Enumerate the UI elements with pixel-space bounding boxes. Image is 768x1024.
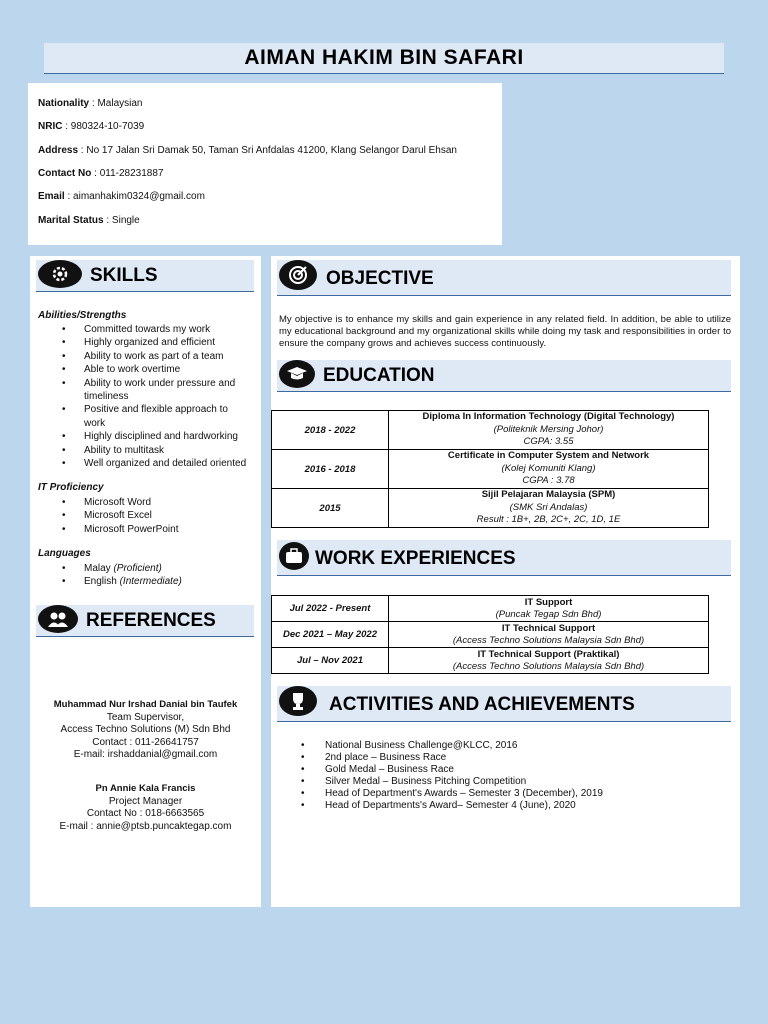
abilities-list (38, 323, 248, 470)
work-company: (Puncak Tegap Sdn Bhd) (495, 608, 602, 620)
work-row (272, 596, 709, 622)
activity-item: • National Business Challenge@KLCC, 2016 (271, 740, 731, 752)
work-title: IT Technical Support (501, 623, 596, 634)
ability-item: • Ability to work as part of a team (38, 350, 248, 363)
reference-line: E-mail: irshaddanial@gmail.com (73, 749, 218, 761)
activity-item: • Head of Department's Awards – Semester 3 (December), 2019 (271, 788, 731, 800)
work-heading: WORK EXPERIENCES (315, 548, 516, 569)
education-result: CGPA : 3.78 (522, 475, 575, 487)
education-place: (SMK Sri Andalas) (509, 501, 588, 513)
language-name: English (84, 576, 117, 588)
education-place: (Politeknik Mersing Johor) (493, 423, 604, 435)
objective-text: My objective is to enhance my skills and gain experience in any related field. In addition, be able to utilize my educational background and my organizational skills while doing my task and responsibilities in order to ensure the company grows and achieves success continuously. (279, 314, 731, 349)
skills-header (36, 260, 254, 292)
reference-line: E-mail : annie@ptsb.puncaktegap.com (59, 820, 232, 832)
objective-heading: OBJECTIVE (326, 268, 434, 289)
name-header (44, 43, 724, 74)
address-line: Address : No 17 Jalan Sri Damak 50, Taman Sri Anfdalas 41200, Klang Selangor Darul Ehsan (38, 145, 457, 156)
activity-item: • 2nd place – Business Race (271, 752, 731, 764)
reference-line: Team Supervisor, (106, 711, 185, 723)
work-period: Dec 2021 – May 2022 (272, 622, 389, 648)
work-details (389, 622, 709, 648)
activity-item: • Gold Medal – Business Race (271, 764, 731, 776)
language-item (38, 575, 248, 588)
work-table (271, 595, 709, 674)
language-name: Malay (84, 563, 111, 574)
personal-details (28, 83, 502, 245)
work-header (277, 540, 731, 576)
education-table (271, 410, 709, 528)
briefcase-icon (279, 542, 309, 570)
it-skill-item: • Microsoft Word (38, 496, 248, 509)
work-title: IT Technical Support (Praktikal) (477, 649, 620, 660)
email-line: Email : aimanhakim0324@gmail.com (38, 191, 205, 202)
reference-name: Pn Annie Kala Francis (95, 783, 196, 794)
nric-line: NRIC : 980324-10-7039 (38, 121, 145, 132)
references-heading: REFERENCES (86, 610, 216, 631)
education-details (389, 411, 709, 450)
references-header (36, 605, 254, 637)
ability-item: • Ability to multitask (38, 444, 248, 457)
graduation-cap-icon (279, 360, 315, 388)
work-details (389, 596, 709, 622)
ability-item: • Highly organized and efficient (38, 336, 248, 349)
activity-item: • Head of Departments's Award– Semester 4 (June), 2020 (271, 800, 731, 812)
ability-item: • Positive and flexible approach to work (38, 403, 248, 430)
marital-line: Marital Status : Single (38, 215, 140, 226)
work-company: (Access Techno Solutions Malaysia Sdn Bhd) (452, 634, 645, 646)
nationality-line: Nationality : Malaysian (38, 98, 143, 109)
reference-1 (30, 699, 261, 762)
skills-heading: SKILLS (90, 265, 158, 286)
left-column (30, 256, 261, 907)
education-result: Result : 1B+, 2B, 2C+, 2C, 1D, 1E (476, 514, 621, 526)
education-title: Diploma In Information Technology (Digital Technology) (422, 411, 675, 423)
work-company: (Access Techno Solutions Malaysia Sdn Bhd) (452, 660, 645, 672)
education-period: 2018 - 2022 (272, 411, 389, 450)
education-title: Sijil Pelajaran Malaysia (SPM) (481, 489, 616, 501)
education-row (272, 411, 709, 450)
work-row (272, 648, 709, 674)
reference-line: Access Techno Solutions (M) Sdn Bhd (60, 724, 231, 736)
language-level: (Intermediate) (119, 576, 182, 588)
work-row (272, 622, 709, 648)
it-skill-item: • Microsoft PowerPoint (38, 523, 248, 536)
abilities-heading: Abilities/Strengths (38, 310, 127, 321)
reference-line: Contact No : 018-6663565 (86, 808, 205, 820)
ability-item: • Well organized and detailed oriented (38, 457, 248, 470)
activities-header (277, 686, 731, 722)
education-result: CGPA: 3.55 (523, 436, 574, 448)
skills-gear-icon (38, 260, 82, 288)
target-icon (279, 260, 317, 290)
it-heading: IT Proficiency (38, 482, 104, 493)
education-header (277, 360, 731, 392)
language-level: (Proficient) (113, 563, 162, 574)
it-list (38, 496, 248, 536)
education-period: 2016 - 2018 (272, 450, 389, 489)
contact-line: Contact No : 011-28231887 (38, 168, 164, 179)
right-column (271, 256, 740, 907)
it-skill-item: • Microsoft Excel (38, 509, 248, 522)
work-details (389, 648, 709, 674)
reference-name: Muhammad Nur Irshad Danial bin Taufek (53, 699, 238, 710)
work-period: Jul 2022 - Present (272, 596, 389, 622)
ability-item: • Able to work overtime (38, 363, 248, 376)
activity-item: • Silver Medal – Business Pitching Competition (271, 776, 731, 788)
education-details (389, 489, 709, 528)
education-details (389, 450, 709, 489)
education-row (272, 450, 709, 489)
languages-list (38, 562, 248, 589)
people-icon (38, 605, 78, 633)
work-period: Jul – Nov 2021 (272, 648, 389, 674)
objective-header (277, 260, 731, 296)
ability-item: • Highly disciplined and hardworking (38, 430, 248, 443)
activities-list (271, 740, 731, 812)
candidate-name: AIMAN HAKIM BIN SAFARI (244, 46, 524, 69)
trophy-icon (279, 686, 317, 716)
languages-heading: Languages (38, 548, 91, 559)
reference-2 (30, 783, 261, 833)
education-heading: EDUCATION (323, 365, 435, 386)
education-title: Certificate in Computer System and Network (447, 450, 650, 462)
ability-item: • Committed towards my work (38, 323, 248, 336)
language-item (38, 562, 248, 575)
education-row (272, 489, 709, 528)
reference-line: Contact : 011-26641757 (92, 736, 199, 748)
education-period: 2015 (272, 489, 389, 528)
reference-line: Project Manager (108, 795, 183, 807)
work-title: IT Support (524, 597, 573, 608)
ability-item: • Ability to work under pressure and timeliness (38, 377, 248, 404)
activities-heading: ACTIVITIES AND ACHIEVEMENTS (329, 694, 635, 715)
education-place: (Kolej Komuniti Klang) (501, 462, 596, 474)
